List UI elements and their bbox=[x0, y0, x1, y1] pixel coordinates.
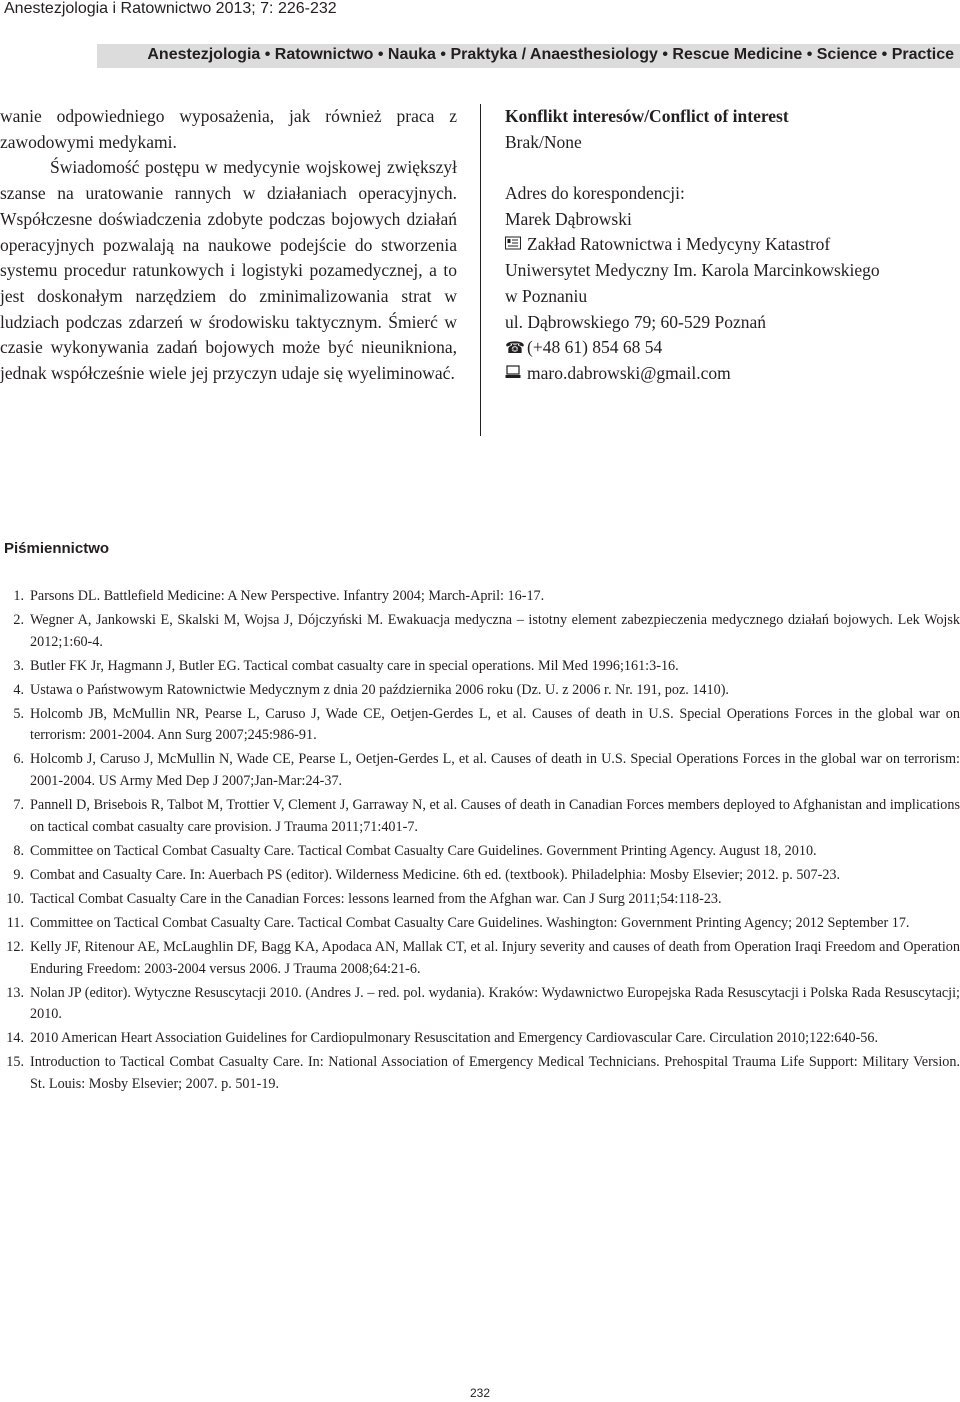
journal-banner-text: Anestezjologia • Ratownictwo • Nauka • Praktyka / Anaesthesiology • Rescue Medicine • Science • Practice bbox=[147, 46, 954, 63]
correspondence-column bbox=[505, 104, 960, 387]
affiliation-text: Zakład Ratownictwa i Medycyny Katastrof bbox=[527, 234, 831, 255]
reference-item bbox=[0, 937, 960, 980]
telephone-icon: ☎ bbox=[505, 340, 525, 358]
street-address: ul. Dąbrowskiego 79; 60-529 Poznań bbox=[505, 311, 767, 332]
reference-text: Parsons DL. Battlefield Medicine: A New Perspective. Infantry 2004; March-April: 16-17. bbox=[30, 588, 545, 604]
reference-text: Introduction to Tactical Combat Casualty Care. In: National Association of Emergency Medical Technicians. Prehospital Trauma Life Support: Military Version. St. Louis: Mosby Elsevier; 2007. p. 501-19. bbox=[30, 1054, 960, 1092]
reference-number: 9. bbox=[13, 866, 24, 883]
conflict-heading: Konflikt interesów/Conflict of interest bbox=[505, 106, 789, 126]
page-number: 232 bbox=[469, 1386, 491, 1400]
reference-number: 15. bbox=[6, 1054, 24, 1071]
reference-text: Kelly JF, Ritenour AE, McLaughlin DF, Bagg KA, Apodaca AN, Mallak CT, et al. Injury severity and causes of death from Operation Iraqi Freedom and Operation Enduring Freedom: 2003-2004 versus 2006. J Trauma 2008;64:21-6. bbox=[30, 939, 960, 977]
reference-number: 3. bbox=[13, 657, 24, 674]
reference-item bbox=[0, 865, 960, 887]
reference-text: Committee on Tactical Combat Casualty Care. Tactical Combat Casualty Care Guidelines. Government Printing Agency. August 18, 2010. bbox=[30, 842, 817, 859]
reference-item bbox=[0, 795, 960, 838]
reference-number: 13. bbox=[6, 984, 24, 1001]
address-heading: Adres do korespondencji: bbox=[505, 183, 685, 204]
author-name: Marek Dąbrowski bbox=[505, 208, 632, 229]
reference-number: 4. bbox=[13, 681, 24, 698]
reference-list bbox=[0, 586, 960, 1098]
journal-banner bbox=[97, 44, 960, 68]
reference-text: Pannell D, Brisebois R, Talbot M, Trottier V, Clement J, Garraway N, et al. Causes of death in Canadian Forces members deployed to Afghanistan and implications on tactical combat casualty care provision. J Trauma 2011;71:401-7. bbox=[30, 797, 960, 835]
reference-number: 5. bbox=[13, 705, 24, 722]
reference-text: Wegner A, Jankowski E, Skalski M, Wojsa J, Dójczyński M. Ewakuacja medyczna – istotny element zabezpieczenia medycznego działań bojowych. Lek Wojsk 2012;1:60-4. bbox=[30, 612, 960, 650]
references-title: Piśmiennictwo bbox=[4, 540, 110, 557]
affiliation-university: Uniwersytet Medyczny Im. Karola Marcinkowskiego bbox=[505, 260, 880, 281]
body-paragraph: wanie odpowiedniego wyposażenia, jak również praca z zawodowymi medykami. bbox=[0, 106, 457, 152]
reference-number: 1. bbox=[13, 588, 24, 604]
affiliation-line bbox=[505, 232, 960, 258]
computer-icon bbox=[505, 362, 527, 388]
reference-text: 2010 American Heart Association Guidelines for Cardiopulmonary Resuscitation and Emergency Cardiovascular Care. Circulation 2010;122:640-56. bbox=[30, 1030, 879, 1047]
reference-number: 6. bbox=[13, 751, 24, 768]
address-card-icon bbox=[505, 233, 527, 259]
conflict-value: Brak/None bbox=[505, 131, 582, 152]
reference-item bbox=[0, 680, 960, 702]
body-text-column bbox=[0, 104, 457, 387]
reference-text: Holcomb JB, McMullin NR, Pearse L, Caruso J, Wade CE, Oetjen-Gerdes L, et al. Causes of death in U.S. Special Operations Forces in the global war on terrorism: 2001-2004. Ann Surg 2007;245:986-91. bbox=[30, 705, 960, 744]
email-address[interactable]: maro.dabrowski@gmail.com bbox=[527, 362, 731, 383]
email-line bbox=[505, 361, 960, 387]
reference-number: 11. bbox=[6, 914, 24, 931]
reference-text: Holcomb J, Caruso J, McMullin N, Wade CE, Pearse L, Oetjen-Gerdes L, et al. Causes of death in U.S. Special Operations Forces in the global war on terrorism: 2001-2004. US Army Med Dep J 2007;Jan-Mar:24-37. bbox=[30, 751, 960, 789]
journal-citation: Anestezjologia i Ratownictwo 2013; 7: 226-232 bbox=[4, 0, 337, 17]
reference-number: 10. bbox=[6, 890, 24, 907]
reference-item bbox=[0, 1028, 960, 1050]
reference-text: Butler FK Jr, Hagmann J, Butler EG. Tactical combat casualty care in special operations. Mil Med 1996;161:3-16. bbox=[30, 657, 679, 674]
reference-number: 8. bbox=[13, 842, 24, 859]
reference-text: Nolan JP (editor). Wytyczne Resuscytacji 2010. (Andres J. – red. pol. wydania). Kraków: Wydawnictwo Europejska Rada Resuscytacji i Polska Rada Resuscytacji; 2010. bbox=[30, 984, 960, 1023]
phone-line bbox=[505, 335, 960, 361]
reference-item bbox=[0, 749, 960, 792]
reference-item bbox=[0, 983, 960, 1026]
reference-text: Tactical Combat Casualty Care in the Canadian Forces: lessons learned from the Afghan war. Can J Surg 2011;54:118-23. bbox=[30, 890, 722, 907]
reference-number: 7. bbox=[13, 797, 24, 814]
reference-item bbox=[0, 656, 960, 678]
column-divider bbox=[480, 104, 481, 436]
phone-number: (+48 61) 854 68 54 bbox=[527, 337, 663, 358]
affiliation-city: w Poznaniu bbox=[505, 285, 588, 306]
reference-item bbox=[0, 586, 960, 608]
reference-text: Ustawa o Państwowym Ratownictwie Medycznym z dnia 20 października 2006 roku (Dz. U. z 2006 r. Nr. 191, poz. 1410). bbox=[30, 681, 729, 698]
reference-item bbox=[0, 913, 960, 935]
reference-item bbox=[0, 841, 960, 863]
reference-number: 14. bbox=[6, 1030, 24, 1047]
reference-item bbox=[0, 704, 960, 747]
body-paragraph: Świadomość postępu w medycynie wojskowej zwiększył szanse na uratowanie rannych w działaniach operacyjnych. Współczesne doświadczenia zdobyte podczas bojowych działań operacyjnych pozwalają na naukowe podejście do stworzenia systemu procedur ratunkowych i logistyki pozamedycznej, a to jest doskonałym narzędziem do zminimalizowania strat w ludziach podczas zdarzeń w środowisku taktycznym. Śmierć w czasie wykonywania zadań bojowych może być nieunikniona, jednak współcześnie wiele jej przyczyn udaje się wyeliminować. bbox=[0, 157, 457, 384]
reference-item bbox=[0, 1052, 960, 1095]
reference-item bbox=[0, 889, 960, 911]
reference-number: 12. bbox=[6, 939, 24, 956]
reference-text: Committee on Tactical Combat Casualty Care. Tactical Combat Casualty Care Guidelines. Washington: Government Printing Agency; 2012 September 17. bbox=[30, 914, 910, 931]
reference-text: Combat and Casualty Care. In: Auerbach PS (editor). Wilderness Medicine. 6th ed. (textbook). Philadelphia: Mosby Elsevier; 2012. p. 507-23. bbox=[30, 866, 841, 883]
reference-item bbox=[0, 610, 960, 653]
reference-number: 2. bbox=[13, 612, 24, 629]
